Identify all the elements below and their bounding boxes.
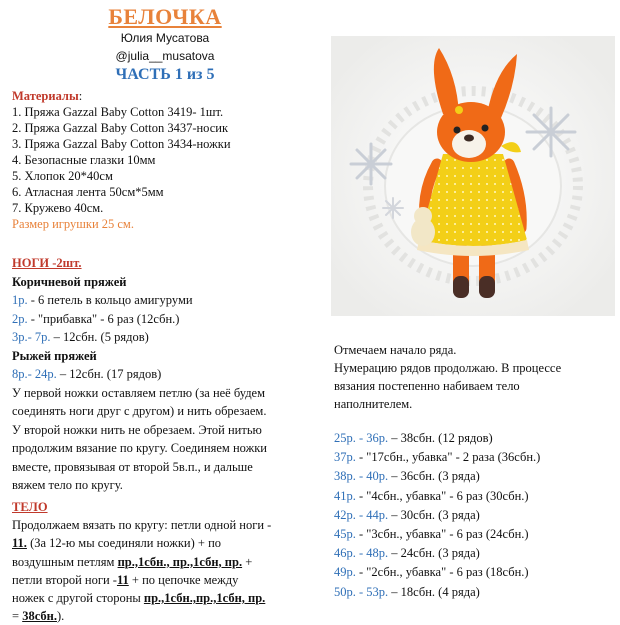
body-row: 41р. - "4сбн., убавка" - 6 раз (30сбн.): [334, 488, 529, 503]
legs-note-line: продолжим вязание по кругу. Соединяем ножки: [12, 441, 267, 455]
legs-note-line: соединять ноги друг с другом) и нить обрезаем.: [12, 404, 267, 418]
body-rows: [334, 429, 614, 602]
body-line: = 38сбн.).: [12, 609, 65, 624]
material-item: 4. Безопасные глазки 10мм: [12, 153, 156, 167]
legs-note-line: У первой ножки оставляем петлю (за неё будем: [12, 385, 266, 400]
leg-row: 8р.- 24р. – 12сбн. (17 рядов): [12, 367, 162, 381]
toy-photo: [331, 36, 615, 316]
leg-row: 2р. - "прибавка" - 6 раз (12сбн.): [12, 311, 180, 326]
body-line: воздушным петлям пр.,1сбн., пр.,1сбн, пр. +: [12, 554, 253, 569]
body-line: петли второй ноги -11 + по цепочке между: [12, 572, 239, 587]
materials-section: [12, 88, 330, 232]
ginger-yarn-heading: Рыжей пряжей: [12, 348, 97, 363]
leg-row: 3р.- 7р. – 12сбн. (5 рядов): [12, 330, 149, 344]
legs-note-line: У второй ножки нить не обрезаем. Этой нитью: [12, 422, 262, 437]
materials-colon: :: [78, 89, 83, 103]
materials-heading: Материалы: [12, 89, 79, 103]
material-item: 5. Хлопок 20*40см: [12, 169, 113, 183]
material-item: 6. Атласная лента 50см*5мм: [12, 185, 164, 199]
brown-yarn-heading: Коричневой пряжей: [12, 274, 127, 289]
material-item: 7. Кружево 40см.: [12, 201, 104, 215]
squirrel-toy-illustration: [331, 36, 615, 316]
body-line: Продолжаем вязать по кругу: петли одной ноги -: [12, 518, 272, 533]
body-line: 11. (За 12-ю мы соединяли ножки) + по: [12, 536, 222, 551]
right-note-line: Отмечаем начало ряда.: [334, 343, 457, 357]
body-row: 42р. - 44р. – 30сбн. (3 ряда): [334, 507, 480, 522]
body-heading: ТЕЛО: [12, 500, 48, 514]
body-row: 45р. - "3сбн., убавка" - 6 раз (24сбн.): [334, 527, 529, 542]
body-row: 38р. - 40р. – 36сбн. (3 ряда): [334, 469, 480, 484]
right-note-line: Нумерацию рядов продолжаю. В процессе: [334, 361, 562, 375]
right-notes: [334, 341, 614, 413]
snowflake-right-icon: [527, 108, 575, 156]
snowflake-small-icon: [383, 198, 403, 218]
body-row: 37р. - "17сбн., убавка" - 2 раза (36сбн.): [334, 450, 541, 465]
material-item: 1. Пряжа Gazzal Baby Cotton 3419- 1шт.: [12, 105, 224, 119]
body-row: 25р. - 36р. – 38сбн. (12 рядов): [334, 431, 493, 445]
legs-section: [12, 254, 330, 495]
body-row: 50р. - 53р. – 18сбн. (4 ряда): [334, 584, 480, 599]
snowflake-left-icon: [351, 144, 391, 184]
body-row: 46р. - 48р. – 24сбн. (3 ряда): [334, 546, 480, 561]
author-name: Юлия Мусатова: [120, 31, 210, 45]
material-item: 2. Пряжа Gazzal Baby Cotton 3437-носик: [12, 121, 229, 135]
right-note-line: вязания постепенно набиваем тело: [334, 379, 520, 393]
body-section: [12, 498, 330, 625]
body-line: ножек с другой стороны пр.,1сбн.,пр.,1сбн, пр.: [12, 591, 266, 606]
right-note-line: наполнителем.: [334, 397, 413, 411]
legs-heading: НОГИ -2шт.: [12, 256, 82, 270]
legs-note-line: вяжем тело по кругу.: [12, 478, 123, 492]
part-label: ЧАСТЬ 1 из 5: [115, 66, 215, 83]
toy-size: Размер игрушки 25 см.: [12, 217, 134, 231]
material-item: 3. Пряжа Gazzal Baby Cotton 3434-ножки: [12, 137, 231, 151]
legs-note-line: вместе, провязывая от второй 5в.п., и дальше: [12, 459, 253, 474]
leg-row: 1р. - 6 петель в кольцо амигуруми: [12, 293, 193, 307]
author-handle: @julia__musatova: [115, 49, 215, 63]
page-title: БЕЛОЧКА: [108, 4, 222, 29]
body-row: 49р. - "2сбн., убавка" - 6 раз (18сбн.): [334, 565, 529, 580]
